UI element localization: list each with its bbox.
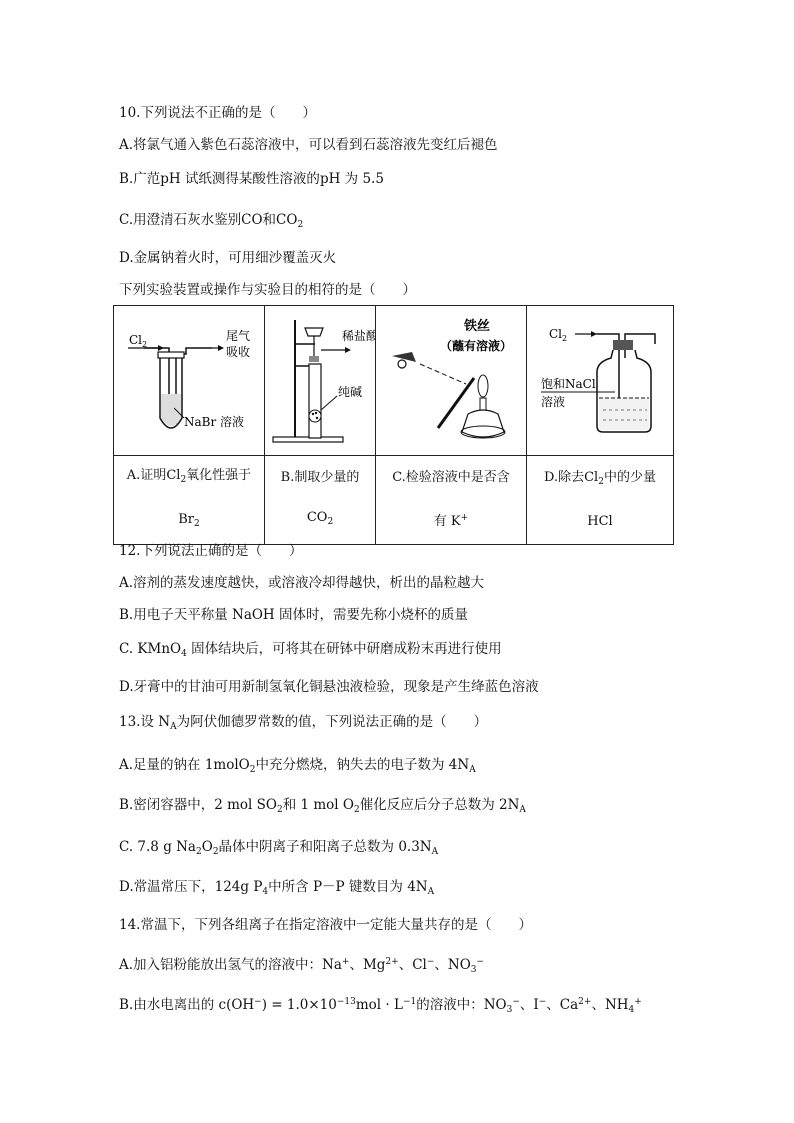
caption-d: D.除去$Cl_2$中的少量 HCl bbox=[527, 456, 674, 545]
fig-a-reagent-label: NaBr 溶液 bbox=[184, 415, 245, 429]
caption-a: A.证明$Cl_2$氧化性强于 $Br_2$ bbox=[114, 456, 265, 545]
fig-c-wire-label: 铁丝 bbox=[464, 319, 491, 334]
q10-stem: 10.下列说法不正确的是（ ） bbox=[119, 105, 316, 121]
q14-stem: 14.常温下，下列各组离子在指定溶液中一定能大量共存的是（ ） bbox=[119, 917, 532, 933]
q12-option-c: C. KMnO$_4$ 固体结块后，可将其在研钵中研磨成粉末再进行使用 bbox=[119, 641, 502, 659]
q10-option-c: C.用澄清石灰水鉴别CO和$CO_2$ bbox=[119, 212, 304, 230]
q13-option-d: D.常温常压下，124g $P_4$中所含 P－P 键数目为 $4N_A$ bbox=[119, 879, 435, 897]
q11-experiment-table bbox=[113, 305, 674, 545]
apparatus-b-drawing bbox=[265, 306, 375, 451]
caption-b: B.制取少量的 $CO_2$ bbox=[265, 456, 376, 545]
fig-b-soda-label: 纯碱 bbox=[338, 385, 363, 399]
svg-text:溶液: 溶液 bbox=[541, 395, 566, 409]
q12-option-b: B.用电子天平称量 NaOH 固体时，需要先称小烧杯的质量 bbox=[119, 607, 468, 623]
fig-b-acid-label: 稀盐酸 bbox=[342, 329, 375, 343]
q10-option-a: A.将氯气通入紫色石蕊溶液中，可以看到石蕊溶液先变红后褪色 bbox=[119, 137, 498, 153]
svg-text:（蘸有溶液）: （蘸有溶液） bbox=[440, 339, 513, 353]
q12-stem: 12.下列说法正确的是（ ） bbox=[119, 543, 303, 559]
caption-c: C.检验溶液中是否含 有 K+ bbox=[376, 456, 527, 545]
q13-option-b: B.密闭容器中，2 mol $SO_2$和 1 mol $O_2$催化反应后分子总数为 $2N_A$ bbox=[119, 797, 526, 815]
figure-a bbox=[114, 306, 265, 456]
fig-a-tail-label: 尾气 bbox=[226, 329, 251, 343]
fig-d-cl2-label: $Cl_2$ bbox=[549, 327, 568, 343]
q14-option-a: A.加入铝粉能放出氢气的溶液中：Na+、$Mg^{2+}$、Cl−、$NO_3^-$ bbox=[119, 957, 485, 975]
svg-text:吸收: 吸收 bbox=[226, 345, 251, 359]
apparatus-c-drawing bbox=[376, 306, 526, 451]
q10-option-b: B.广范pH 试纸测得某酸性溶液的pH 为 5.5 bbox=[119, 171, 384, 187]
q13-stem: 13.设 $N_A$为阿伏伽德罗常数的值，下列说法正确的是（ ） bbox=[119, 714, 488, 732]
figure-c bbox=[376, 306, 527, 456]
fig-a-cl2-label: $Cl_2$ bbox=[129, 333, 148, 349]
q12-option-d: D.牙膏中的甘油可用新制氢氧化铜悬浊液检验，现象是产生绛蓝色溶液 bbox=[119, 679, 539, 695]
figure-d bbox=[527, 306, 674, 456]
q10-option-d: D.金属钠着火时，可用细沙覆盖灭火 bbox=[119, 250, 337, 266]
q12-option-a: A.溶剂的蒸发速度越快，或溶液冷却得越快，析出的晶粒越大 bbox=[119, 575, 485, 591]
apparatus-d-drawing bbox=[527, 306, 673, 451]
fig-d-solution-label: 饱和NaCl bbox=[541, 377, 596, 391]
q13-option-a: A.足量的钠在 1molO$_2$中充分燃烧，钠失去的电子数为 $4N_A$ bbox=[119, 757, 476, 775]
figure-b bbox=[265, 306, 376, 456]
q11-stem: 下列实验装置或操作与实验目的相符的是（ ） bbox=[119, 282, 416, 298]
apparatus-a-drawing bbox=[114, 306, 264, 451]
q14-option-b: B.由水电离出的 $c(OH^-) = 1.0\times 10^{-13}mol \cdot L^{-1}$的溶液中：$NO_3^-$、I−、$Ca^{2+}$、$NH_4^+$ bbox=[119, 997, 642, 1015]
q13-option-c: C. 7.8 g $Na_2O_2$晶体中阴离子和阳离子总数为 $0.3N_A$ bbox=[119, 839, 439, 857]
